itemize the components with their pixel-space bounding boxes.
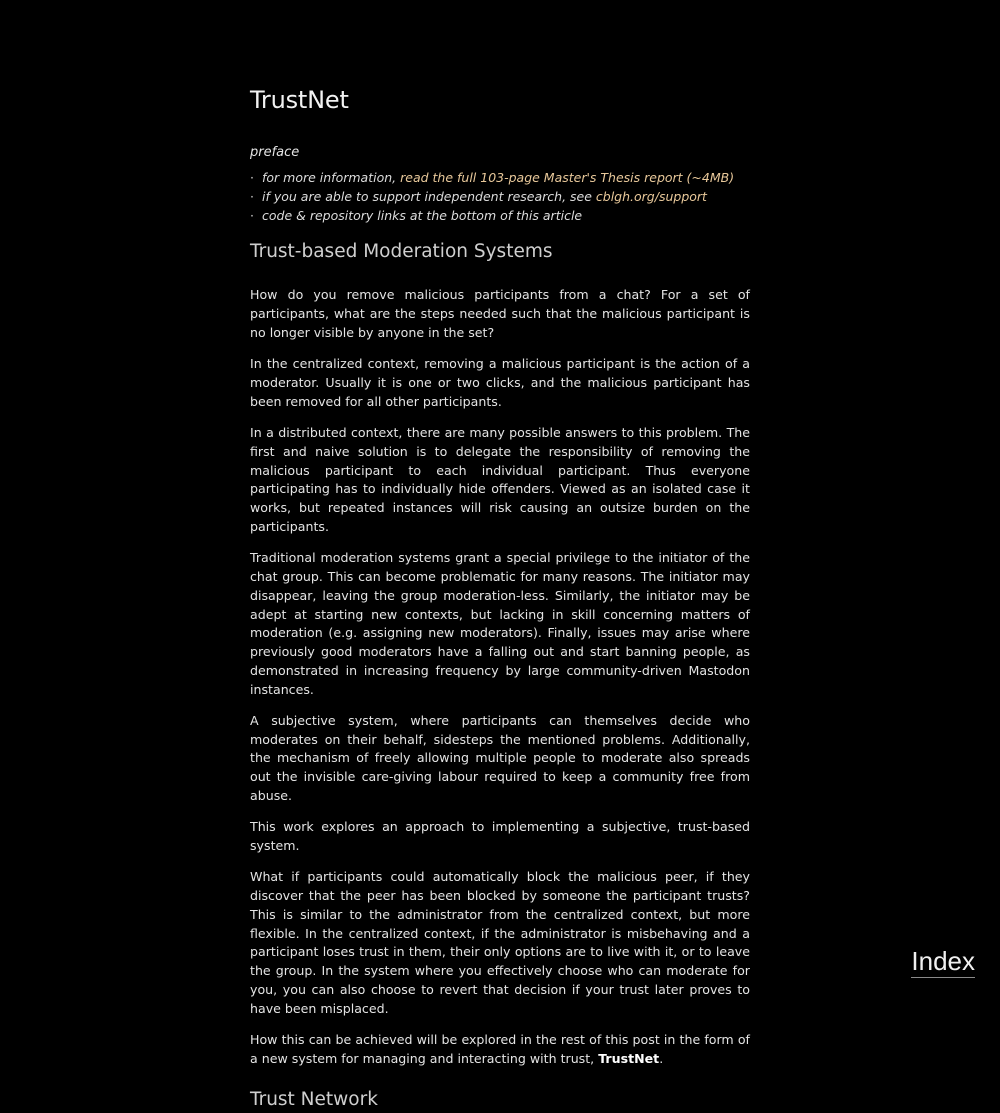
- index-link[interactable]: Index: [911, 946, 975, 976]
- preface-label: preface: [250, 145, 300, 160]
- section-heading-moderation: Trust-based Moderation Systems: [250, 241, 553, 263]
- paragraph: Traditional moderation systems grant a special privilege to the initiator of the chat group. This can become problematic for many reasons. The initiator may disappear, leaving the group moderation-less. Similarly, the initiator may be adept at starting new contexts, but lacking in skill concerning matters of moderation (e.g. assigning new moderators). Finally, issues may arise where previously good moderators have a falling out and start banning people, as demonstrated in increasing frequency by large community-driven Mastodon instances.: [250, 550, 750, 697]
- paragraph: How do you remove malicious participants from a chat? For a set of participants, what are the steps needed such that the malicious participant is no longer visible by anyone in the set?: [250, 287, 750, 340]
- paragraph-text: How this can be achieved will be explored in the rest of this post in the form of a new system for managing and interacting with trust,: [250, 1032, 750, 1066]
- article: [250, 84, 750, 1113]
- preface-item-text: if you are able to support independent research, see: [262, 188, 596, 204]
- section-heading-trust-network: Trust Network: [250, 1088, 378, 1110]
- preface-item-text: code & repository links at the bottom of this article: [262, 207, 583, 223]
- thesis-report-link[interactable]: read the full 103-page Master's Thesis report (~4MB): [400, 170, 735, 185]
- page-title: TrustNet: [250, 86, 349, 114]
- paragraph-end: .: [659, 1050, 664, 1066]
- bullet-icon: ·: [250, 207, 254, 223]
- preface-item-more-info: [250, 169, 750, 188]
- preface-item-support: [250, 188, 750, 207]
- preface-item-code-links: [250, 207, 750, 226]
- bullet-icon: ·: [250, 170, 254, 185]
- paragraph: This work explores an approach to implementing a subjective, trust-based system.: [250, 819, 750, 854]
- trustnet-bold: TrustNet: [598, 1050, 660, 1066]
- preface-list: [250, 169, 750, 225]
- paragraph: What if participants could automatically block the malicious peer, if they discover that the peer has been blocked by someone the participant trusts? This is similar to the administrator from the centralized context, but more flexible. In the centralized context, if the administrator is misbehaving and a participant loses trust in them, their only options are to live with it, or to leave the group. In the system where you effectively choose who can moderate for you, you can also choose to revert that decision if your trust later proves to have been misplaced.: [250, 869, 750, 1016]
- bullet-icon: ·: [250, 188, 254, 204]
- paragraph: A subjective system, where participants can themselves decide who moderates on their behalf, sidesteps the mentioned problems. Additionally, the mechanism of freely allowing multiple people to moderate also spreads out the invisible care-giving labour required to keep a community free from abuse.: [250, 712, 750, 804]
- paragraph-trustnet-intro: [250, 1031, 750, 1069]
- paragraph: In a distributed context, there are many possible answers to this problem. The first and naive solution is to delegate the responsibility of removing the malicious participant to each individual participant. Thus everyone participating has to individually hide offenders. Viewed as an isolated case it works, but repeated instances will risk causing an outsize burden on the participants.: [250, 424, 750, 534]
- support-link[interactable]: cblgh.org/support: [595, 188, 707, 204]
- paragraph: In the centralized context, removing a malicious participant is the action of a moderator. Usually it is one or two clicks, and the malicious participant has been removed for all other participants.: [250, 356, 750, 409]
- preface-item-text: for more information,: [262, 170, 401, 185]
